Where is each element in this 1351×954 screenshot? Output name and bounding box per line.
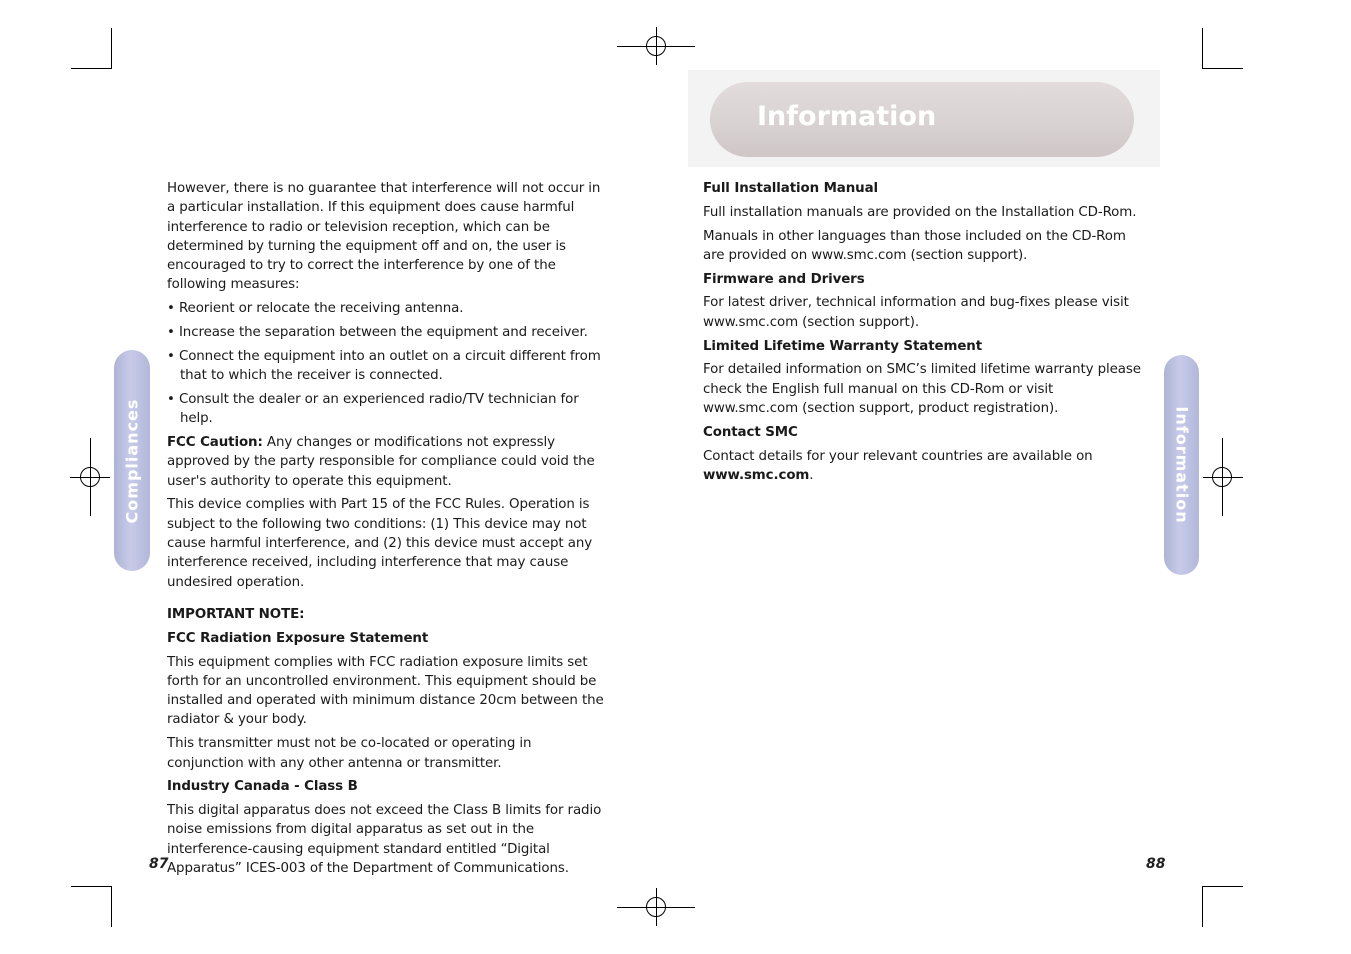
radiation-paragraph: This equipment complies with FCC radiation exposure limits set forth for an uncontrolled environment. This equipment should be installed and operated with minimum distance 20cm between the radiator & your body. <box>167 654 604 728</box>
important-note-heading: IMPORTANT NOTE: <box>167 606 305 622</box>
crop-mark <box>1202 68 1243 69</box>
registration-circle <box>80 467 100 487</box>
manual-heading: Full Installation Manual <box>703 181 879 196</box>
crop-mark <box>111 28 112 69</box>
manual-paragraph: Manuals in other languages than those included on the CD-Rom are provided on www.smc.com (section support). <box>703 228 1126 263</box>
intro-paragraph: However, there is no guarantee that interference will not occur in a particular installation. If this equipment does cause harmful interference to radio or television reception, which can be determined by turning the equipment off and on, the user is encouraged to try to correct the interference by one of the following measures: <box>167 181 601 293</box>
contact-paragraph <box>703 447 1148 486</box>
crop-mark <box>1202 886 1243 887</box>
firmware-paragraph: For latest driver, technical information and bug-fixes please visit www.smc.com (section support). <box>703 295 1129 330</box>
right-column <box>703 179 1148 490</box>
canada-paragraph: This digital apparatus does not exceed the Class B limits for radio noise emissions from digital apparatus as set out in the interference-causing equipment standard entitled “Digital Apparatus” ICES-003 of the Department of Communications. <box>167 803 602 876</box>
bullet-item: • Connect the equipment into an outlet on a circuit different from that to which the receiver is connected. <box>167 348 601 384</box>
warranty-heading: Limited Lifetime Warranty Statement <box>703 338 983 354</box>
bullet-item: • Increase the separation between the equipment and receiver. <box>167 325 588 341</box>
warranty-paragraph: For detailed information on SMC’s limited lifetime warranty please check the English full manual on this CD-Rom or visit www.smc.com (section support, product registration). <box>703 362 1141 416</box>
crop-mark <box>111 886 112 927</box>
part15-paragraph: This device complies with Part 15 of the FCC Rules. Operation is subject to the following two conditions: (1) This device may not cause harmful interference, and (2) this device must accept any interference received, including interference that may cause undesired operation. <box>167 497 593 590</box>
contact-link[interactable]: www.smc.com <box>703 467 810 483</box>
registration-circle <box>646 897 666 917</box>
page-number-left: 87 <box>149 856 169 872</box>
fcc-caution-paragraph <box>167 433 612 491</box>
crop-mark <box>71 886 112 887</box>
left-column <box>167 179 612 883</box>
registration-circle <box>1212 467 1232 487</box>
section-title: Information <box>757 101 937 132</box>
crop-mark <box>1202 28 1203 69</box>
section-header <box>710 82 1134 157</box>
radiation-paragraph: This transmitter must not be co-located or operating in conjunction with any other antenna or transmitter. <box>167 736 532 771</box>
side-tab-label: Information <box>1172 406 1191 524</box>
contact-heading: Contact SMC <box>703 424 798 440</box>
page-number-right: 88 <box>1146 856 1166 872</box>
manual-paragraph: Full installation manuals are provided on the Installation CD-Rom. <box>703 204 1137 220</box>
fcc-caution-label: FCC Caution: <box>167 435 263 451</box>
contact-text: Contact details for your relevant countries are available on <box>703 448 1093 464</box>
side-tab-label: Compliances <box>122 398 142 523</box>
side-tab-information <box>1164 355 1199 575</box>
registration-circle <box>646 36 666 56</box>
crop-mark <box>1202 886 1203 927</box>
fcc-caution-text: Any changes or modifications not expressly approved by the party responsible for compliance could void the user's authority to operate this equipment. <box>167 435 595 489</box>
radiation-heading: FCC Radiation Exposure Statement <box>167 630 429 646</box>
crop-mark <box>71 68 112 69</box>
firmware-heading: Firmware and Drivers <box>703 271 865 287</box>
bullet-item: • Reorient or relocate the receiving antenna. <box>167 301 464 317</box>
contact-end: . <box>809 467 814 483</box>
side-tab-compliances <box>114 350 150 571</box>
canada-heading: Industry Canada - Class B <box>167 779 358 795</box>
bullet-item: • Consult the dealer or an experienced radio/TV technician for help. <box>167 391 579 427</box>
